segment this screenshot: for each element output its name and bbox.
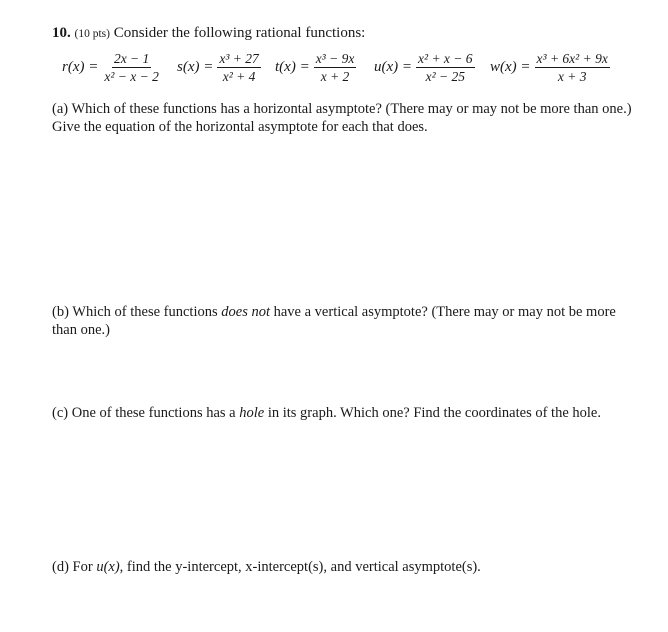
question-d (52, 558, 637, 576)
denominator: x + 2 (320, 68, 350, 84)
numerator: x² + x − 6 (418, 50, 473, 66)
fraction (416, 51, 475, 84)
denominator: x² + 4 (222, 68, 256, 84)
function-t (275, 44, 356, 90)
function-u (374, 44, 475, 90)
problem-points: (10 pts) (74, 28, 110, 40)
problem-number: 10. (52, 25, 71, 41)
function-r (62, 44, 161, 90)
question-d-text-end: , find the y-intercept, x-intercept(s), and vertical asymptote(s). (119, 559, 481, 575)
problem-header (52, 24, 365, 43)
denominator: x + 3 (557, 68, 587, 84)
numerator: x³ − 9x (315, 50, 355, 66)
numerator: 2x − 1 (113, 50, 150, 66)
fraction (217, 51, 260, 84)
question-a: (a) Which of these functions has a horizontal asymptote? (There may or may not be more than one.) Give the equation of the horizontal asymptote for each that does. (52, 101, 632, 135)
question-b (52, 303, 637, 339)
question-b-emphasis: does not (221, 304, 270, 320)
function-name: r(x) = (62, 58, 99, 75)
question-c (52, 404, 637, 422)
function-name: u(x) = (374, 58, 413, 75)
numerator: x³ + 27 (219, 50, 259, 66)
function-name: s(x) = (177, 58, 214, 75)
function-s (177, 44, 261, 90)
question-d-text: (d) For (52, 559, 97, 575)
function-name: t(x) = (275, 58, 310, 75)
fraction (102, 51, 161, 84)
question-b-text-end: have a vertical asymptote? (There may or may not be more than one.) (52, 304, 616, 338)
question-b-text: (b) Which of these functions (52, 304, 222, 320)
function-w (490, 44, 610, 90)
question-d-emphasis: u(x) (96, 559, 120, 575)
question-c-text-end: in its graph. Which one? Find the coordinates of the hole. (264, 405, 601, 421)
problem-intro: Consider the following rational functions: (113, 25, 366, 41)
question-c-text: (c) One of these functions has a (52, 405, 240, 421)
denominator: x² − x − 2 (104, 68, 159, 84)
question-c-emphasis: hole (239, 405, 265, 421)
function-list (62, 44, 662, 90)
function-name: w(x) = (490, 58, 531, 75)
denominator: x² − 25 (425, 68, 465, 84)
numerator: x³ + 6x² + 9x (536, 50, 608, 66)
fraction (314, 51, 357, 84)
fraction (535, 51, 610, 84)
